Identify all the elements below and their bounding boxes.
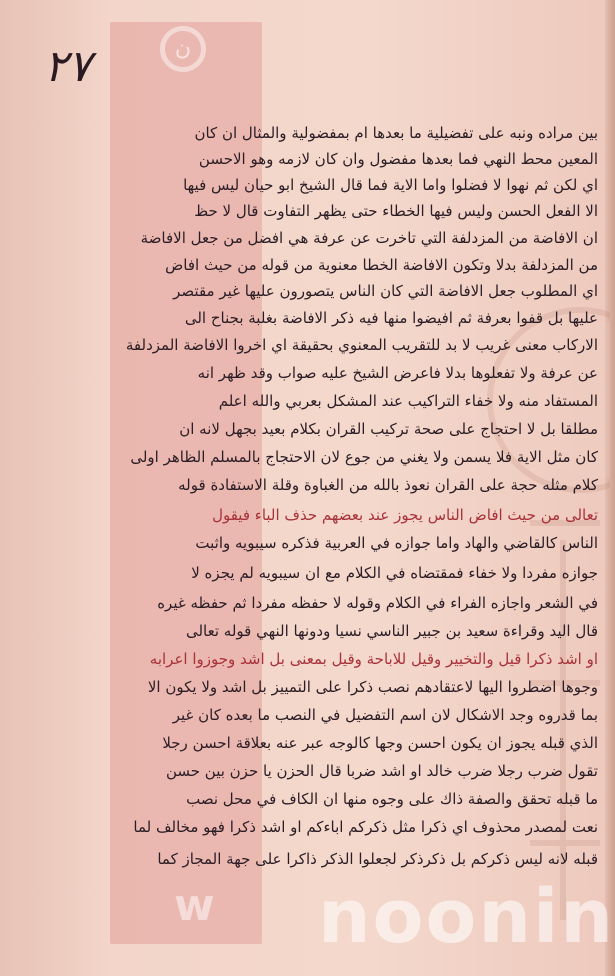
text-line: المعين محط النهي فما بعدها مفضول وان كان لازمه وهو الاحسن: [198, 150, 598, 168]
noonin-watermark: noonin: [318, 874, 615, 960]
text-line: عليها بل قفوا بعرفة ثم افيضوا منها فيه ذكر الافاضة بغلبة بجناح الى: [184, 309, 598, 327]
folio-number: ٢٧: [44, 41, 92, 92]
library-seal-icon: ن: [160, 26, 206, 72]
text-line: الاركاب معنى غريب لا بد للتقريب المعنوي بحقيقة اي اخروا الافاضة المزدلفة: [125, 336, 598, 354]
text-line: تقول ضرب رجلا ضرب خالد او اشد ضربا قال الحزن يا حزن بين حسن: [165, 762, 598, 780]
text-line: بين مراده ونبه على تفضيلية ما بعدها ام بمفضولية والمثال ان كان: [194, 124, 598, 142]
rubricated-text-line: تعالى من حيث افاض الناس يجوز عند بعضهم حذف الباء فيقول: [212, 506, 598, 524]
text-line: الناس كالقاضي والهاد واما جوازه في العربية فذكره سيبويه واثبت: [195, 534, 598, 552]
text-line: قبله لانه ليس ذكركم بل ذكرذكر لجعلوا الذكر ذاكرا على جهة المجاز كما: [157, 850, 598, 868]
text-line: ان الافاضة من المزدلفة التي تاخرت عن عرفة هي افضل من جعل الافاضة: [140, 229, 598, 247]
text-line: كلام مثله حجة على القران نعوذ بالله من الغباوة وقلة الاستفادة قوله: [178, 476, 598, 494]
text-line: اي المطلوب جعل الافاضة التي كان الناس يتصورون عليها غير مقتصر: [173, 282, 598, 300]
text-line: قال اليد وقراءة سعيد بن جبير الناسي نسيا ودونها النهي قوله تعالى: [185, 622, 598, 640]
text-line: جوازه مفردا ولا خفاء فمقتضاه في الكلام مع ان سيبويه لم يجزه لا: [191, 564, 598, 582]
text-line: عن عرفة ولا تفعلوها بدلا فاعرض الشيخ عليه صواب وقد ظهر انه: [197, 364, 598, 382]
text-line: مطلقا بل لا احتجاج على صحة تركيب القران بكلام بعيد بجهل لانه ان: [179, 420, 598, 438]
manuscript-text-block: [94, 118, 598, 878]
text-line: المستفاد منه ولا خفاء التراكيب عند المشكل بعربي والله اعلم: [218, 392, 598, 410]
text-line: ما قبله تحقق والصفة ذاك على وجوه منها ان الكاف في محل نصب: [186, 790, 598, 808]
text-line: اي لكن ثم نهوا لا فضلوا واما الاية فما قال الشيخ ابو حيان ليس فيها: [183, 176, 598, 194]
text-line: من المزدلفة بدلا وتكون الافاضة الخطا معنوية من قوله من حيث افاض: [165, 256, 598, 274]
text-line: الا الفعل الحسن وليس فيها الخطاء حتى يظهر التفاوت قال لا حظ: [194, 202, 598, 220]
text-line: بما قدروه وجد الاشكال لان اسم التفضيل في النصب ما بعده كان غير: [172, 706, 598, 724]
text-line: في الشعر واجازه الفراء في الكلام وقوله لا حفظه مفردا ثم حفظه غيره: [157, 594, 598, 612]
text-line: نعت لمصدر محذوف اي ذكرا مثل ذكركم اباءكم او اشد ذكرا فهو مخالف لما: [133, 818, 598, 836]
rubricated-text-line: او اشد ذكرا قيل والتخيير وقيل للاباحة وقيل بمعنى بل اشد وجوزوا اعرابه: [149, 650, 598, 668]
text-line: كان مثل الاية فلا يسمن ولا يغني من جوع لان الاحتجاج بالمسلم الظاهر اولى: [130, 448, 598, 466]
text-line: وجوها اضطروا اليها لاعتقادهم نصب ذكرا على التمييز بل اشد ولا يكون الا: [147, 678, 598, 696]
text-line: الذي قبله يجوز ان يكون احسن وجها كالوجه عبر عنه بعلاقة احسن رجلا: [162, 734, 598, 752]
strip-watermark-mark: w: [174, 880, 215, 931]
